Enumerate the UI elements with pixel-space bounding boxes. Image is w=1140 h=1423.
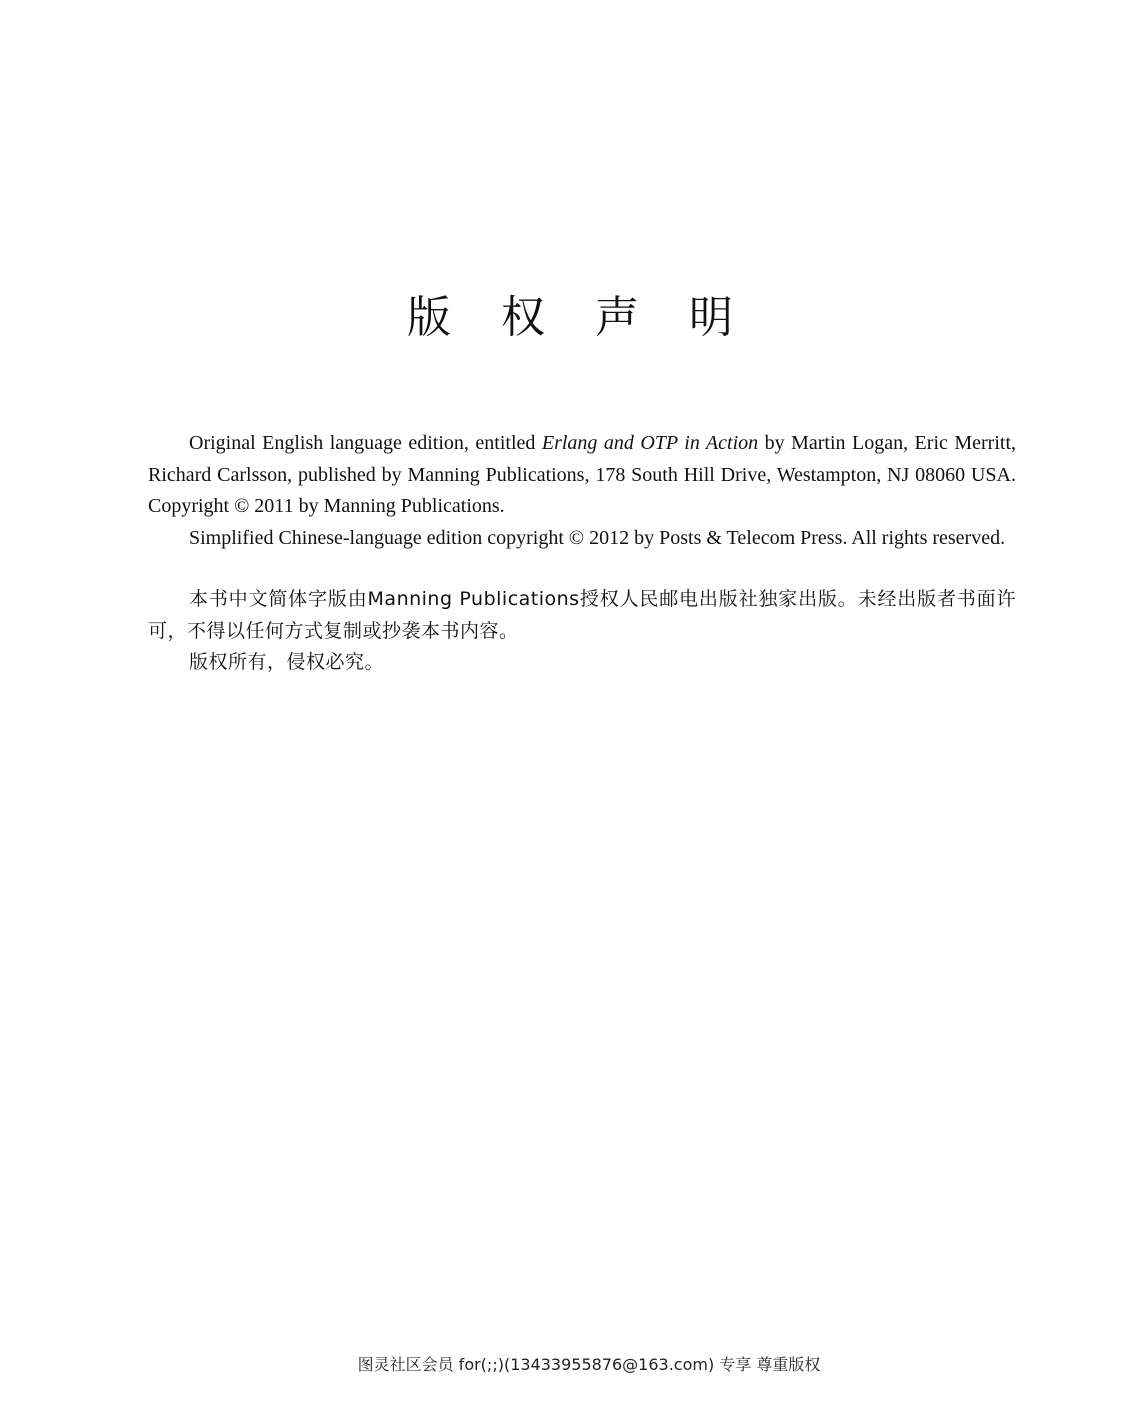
edition-text-before: Original English language edition, entitled xyxy=(189,432,542,454)
english-edition-paragraph xyxy=(148,428,1016,523)
book-title-italic: Erlang and OTP in Action xyxy=(541,432,759,454)
copyright-body xyxy=(148,428,1016,679)
edition-text-after: by Martin Logan, Eric Merritt, Richard Carlsson, published by Manning Publications, 178 South Hill Drive, Westampton, NJ 08060 USA. Copyright © 2011 by Manning Publications. xyxy=(148,432,1016,517)
page-title: 版 权 声 明 xyxy=(407,292,751,343)
chinese-notice xyxy=(148,584,1016,679)
chinese-rights-paragraph: 版权所有，侵权必究。 xyxy=(189,651,385,673)
chinese-edition-copyright-paragraph: Simplified Chinese-language edition copyright © 2012 by Posts & Telecom Press. All rights reserved. xyxy=(189,526,1006,549)
chinese-license-paragraph: 本书中文简体字版由Manning Publications授权人民邮电出版社独家出版。未经出版者书面许可，不得以任何方式复制或抄袭本书内容。 xyxy=(148,588,1016,642)
watermark-footer: 图灵社区会员 for(;;)(13433955876@163.com) 专享 尊重版权 xyxy=(357,1355,821,1374)
